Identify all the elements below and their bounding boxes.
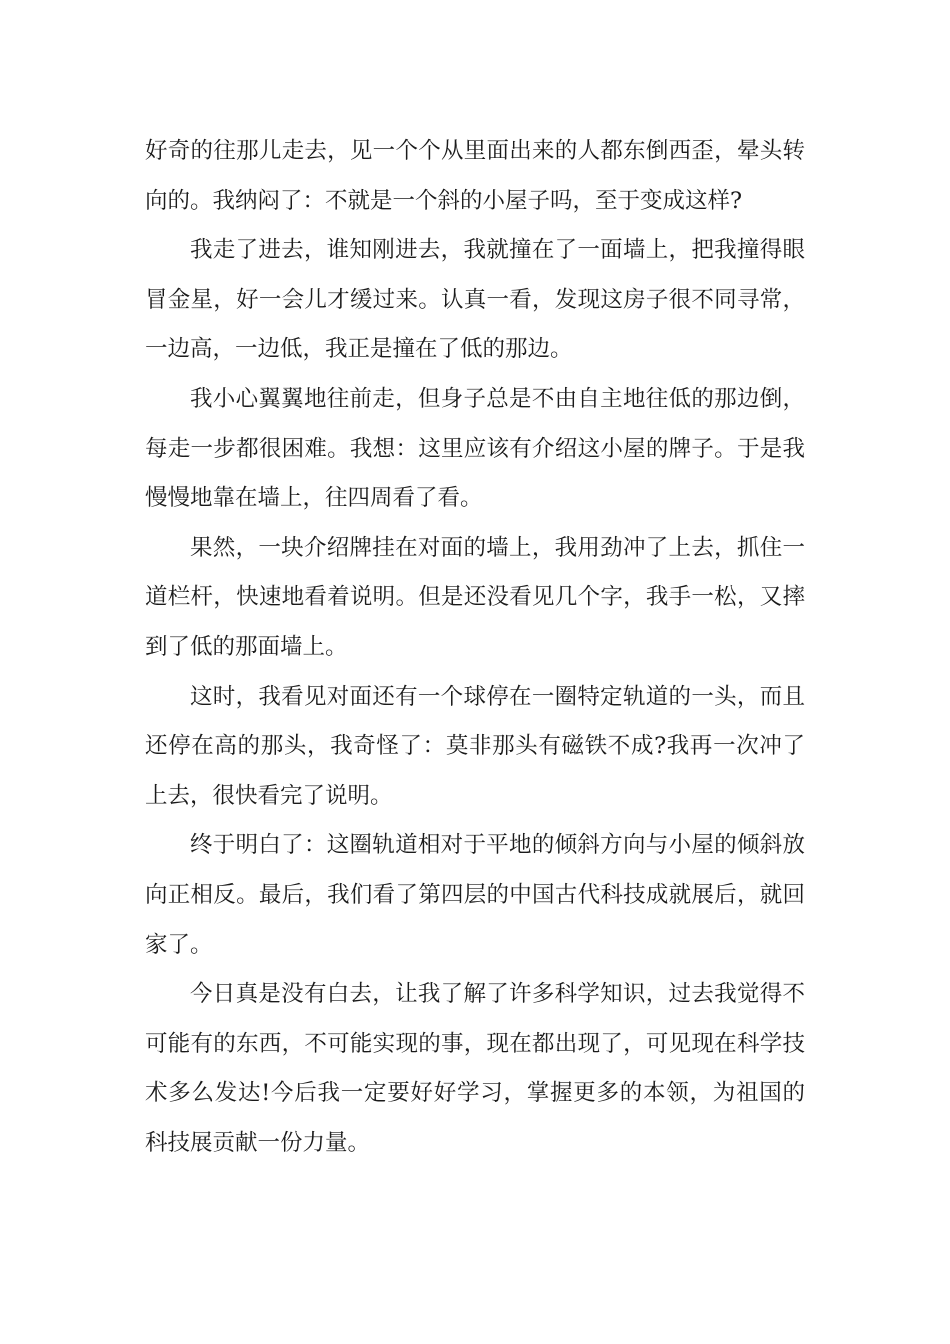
paragraph-4: 果然，一块介绍牌挂在对面的墙上，我用劲冲了上去，抓住一道栏杆，快速地看着说明。但是还没看见几个字，我手一松，又摔到了低的那面墙上。	[145, 534, 805, 660]
paragraph-5: 这时，我看见对面还有一个球停在一圈特定轨道的一头，而且还停在高的那头，我奇怪了：莫非那头有磁铁不成?我再一次冲了上去，很快看完了说明。	[145, 683, 805, 809]
paragraph-6: 终于明白了：这圈轨道相对于平地的倾斜方向与小屋的倾斜放向正相反。最后，我们看了第四层的中国古代科技成就展后，就回家了。	[145, 832, 805, 958]
paragraph-7: 今日真是没有白去，让我了解了许多科学知识，过去我觉得不可能有的东西，不可能实现的事，现在都出现了，可见现在科学技术多么发达!今后我一定要好好学习，掌握更多的本领，为祖国的科技展贡献一份力量。	[145, 981, 805, 1156]
document-body	[145, 127, 805, 1168]
paragraph-1: 好奇的往那儿走去，见一个个从里面出来的人都东倒西歪，晕头转向的。我纳闷了：不就是一个斜的小屋子吗，至于变成这样?	[145, 138, 805, 214]
paragraph-2: 我走了进去，谁知刚进去，我就撞在了一面墙上，把我撞得眼冒金星，好一会儿才缓过来。认真一看，发现这房子很不同寻常，一边高，一边低，我正是撞在了低的那边。	[145, 237, 805, 363]
paragraph-3: 我小心翼翼地往前走，但身子总是不由自主地往低的那边倒，每走一步都很困难。我想：这里应该有介绍这小屋的牌子。于是我慢慢地靠在墙上，往四周看了看。	[145, 385, 805, 512]
